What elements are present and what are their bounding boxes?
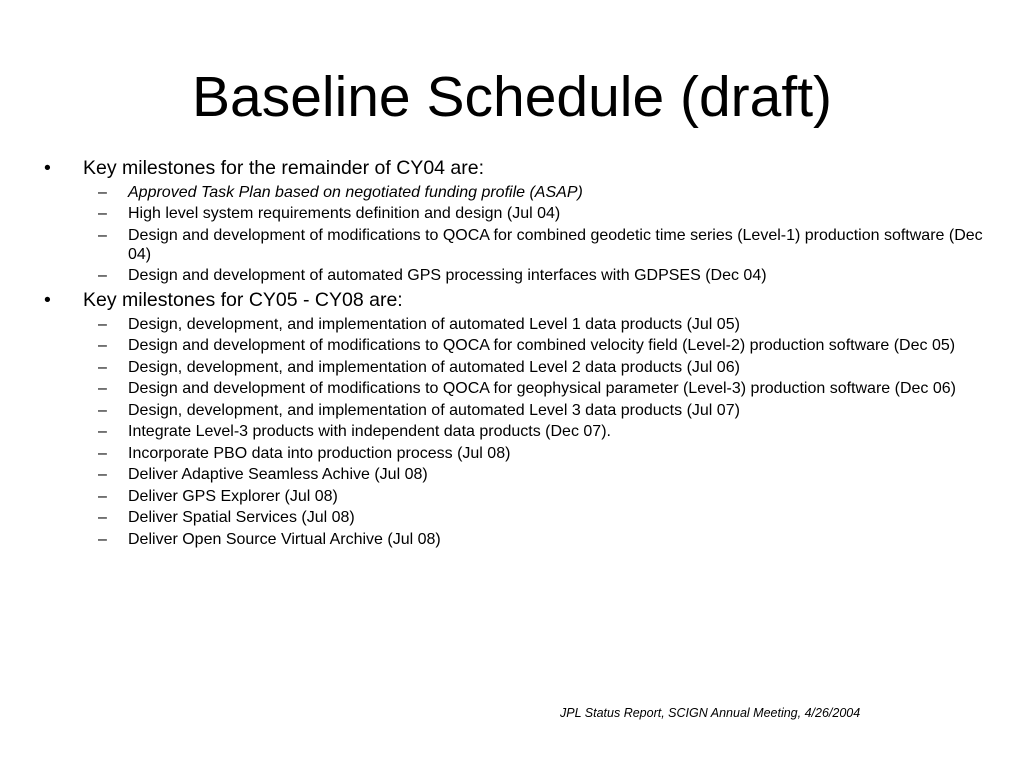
slide-footer: JPL Status Report, SCIGN Annual Meeting, 4/26/2004 bbox=[560, 706, 861, 720]
milestone-item bbox=[0, 226, 1024, 264]
dash-bullet-icon: – bbox=[98, 337, 107, 354]
milestone-text: Design, development, and implementation of automated Level 3 data products (Jul 07) bbox=[128, 401, 740, 419]
milestone-text: Deliver Spatial Services (Jul 08) bbox=[128, 509, 355, 526]
milestone-item bbox=[0, 336, 1024, 355]
milestone-item bbox=[0, 358, 1024, 377]
milestone-text: Design and development of modifications to QOCA for combined geodetic time series (Level-1) production software (Dec 04) bbox=[128, 226, 983, 263]
milestone-text: Approved Task Plan based on negotiated funding profile (ASAP) bbox=[128, 183, 583, 201]
milestone-text: Design and development of automated GPS processing interfaces with GDPSES (Dec 04) bbox=[128, 267, 767, 284]
milestone-text: Integrate Level-3 products with independent data products (Dec 07). bbox=[128, 423, 611, 440]
dash-bullet-icon: – bbox=[98, 423, 107, 440]
milestone-text: Design and development of modifications to QOCA for geophysical parameter (Level-3) production software (Dec 06) bbox=[128, 380, 956, 397]
milestone-sublist bbox=[83, 183, 1024, 286]
milestone-text: Design and development of modifications to QOCA for combined velocity field (Level-2) production software (Dec 05) bbox=[128, 337, 956, 354]
dash-bullet-icon: – bbox=[98, 466, 107, 483]
dash-bullet-icon: – bbox=[98, 487, 107, 505]
section-heading: Key milestones for the remainder of CY04 are: bbox=[83, 157, 485, 179]
milestone-item bbox=[0, 183, 1024, 202]
section-heading: Key milestones for CY05 - CY08 are: bbox=[83, 289, 403, 311]
dash-bullet-icon: – bbox=[98, 444, 107, 462]
dash-bullet-icon: – bbox=[98, 358, 107, 376]
milestone-item bbox=[0, 465, 1024, 484]
milestone-text: Deliver GPS Explorer (Jul 08) bbox=[128, 487, 338, 505]
dash-bullet-icon: – bbox=[98, 380, 107, 397]
milestone-sublist bbox=[83, 315, 1024, 549]
milestone-text: High level system requirements definition and design (Jul 04) bbox=[128, 205, 561, 222]
milestone-text: Deliver Open Source Virtual Archive (Jul 08) bbox=[128, 530, 441, 548]
milestone-list bbox=[0, 153, 1024, 549]
milestone-item bbox=[0, 530, 1024, 549]
dash-bullet-icon: – bbox=[98, 183, 107, 201]
dash-bullet-icon: – bbox=[98, 530, 107, 548]
milestone-text: Incorporate PBO data into production process (Jul 08) bbox=[128, 444, 511, 462]
milestone-item bbox=[0, 487, 1024, 506]
milestone-item bbox=[0, 266, 1024, 285]
dash-bullet-icon: – bbox=[98, 226, 107, 244]
milestone-item bbox=[0, 422, 1024, 441]
milestone-item bbox=[0, 204, 1024, 223]
bullet-icon: • bbox=[44, 289, 51, 311]
slide-title: Baseline Schedule (draft) bbox=[191, 65, 833, 129]
bullet-icon: • bbox=[44, 157, 51, 179]
milestone-item bbox=[0, 508, 1024, 527]
milestone-text: Design, development, and implementation of automated Level 1 data products (Jul 05) bbox=[128, 315, 740, 333]
dash-bullet-icon: – bbox=[98, 205, 107, 222]
dash-bullet-icon: – bbox=[98, 315, 107, 333]
milestone-item bbox=[0, 315, 1024, 334]
section-bullet bbox=[0, 288, 1024, 549]
milestone-text: Design, development, and implementation of automated Level 2 data products (Jul 06) bbox=[128, 358, 740, 376]
milestone-item bbox=[0, 444, 1024, 463]
milestone-item bbox=[0, 401, 1024, 420]
dash-bullet-icon: – bbox=[98, 401, 107, 419]
section-bullet bbox=[0, 156, 1024, 285]
dash-bullet-icon: – bbox=[98, 267, 107, 284]
milestone-item bbox=[0, 379, 1024, 398]
milestone-text: Deliver Adaptive Seamless Achive (Jul 08) bbox=[128, 466, 428, 483]
dash-bullet-icon: – bbox=[98, 509, 107, 526]
